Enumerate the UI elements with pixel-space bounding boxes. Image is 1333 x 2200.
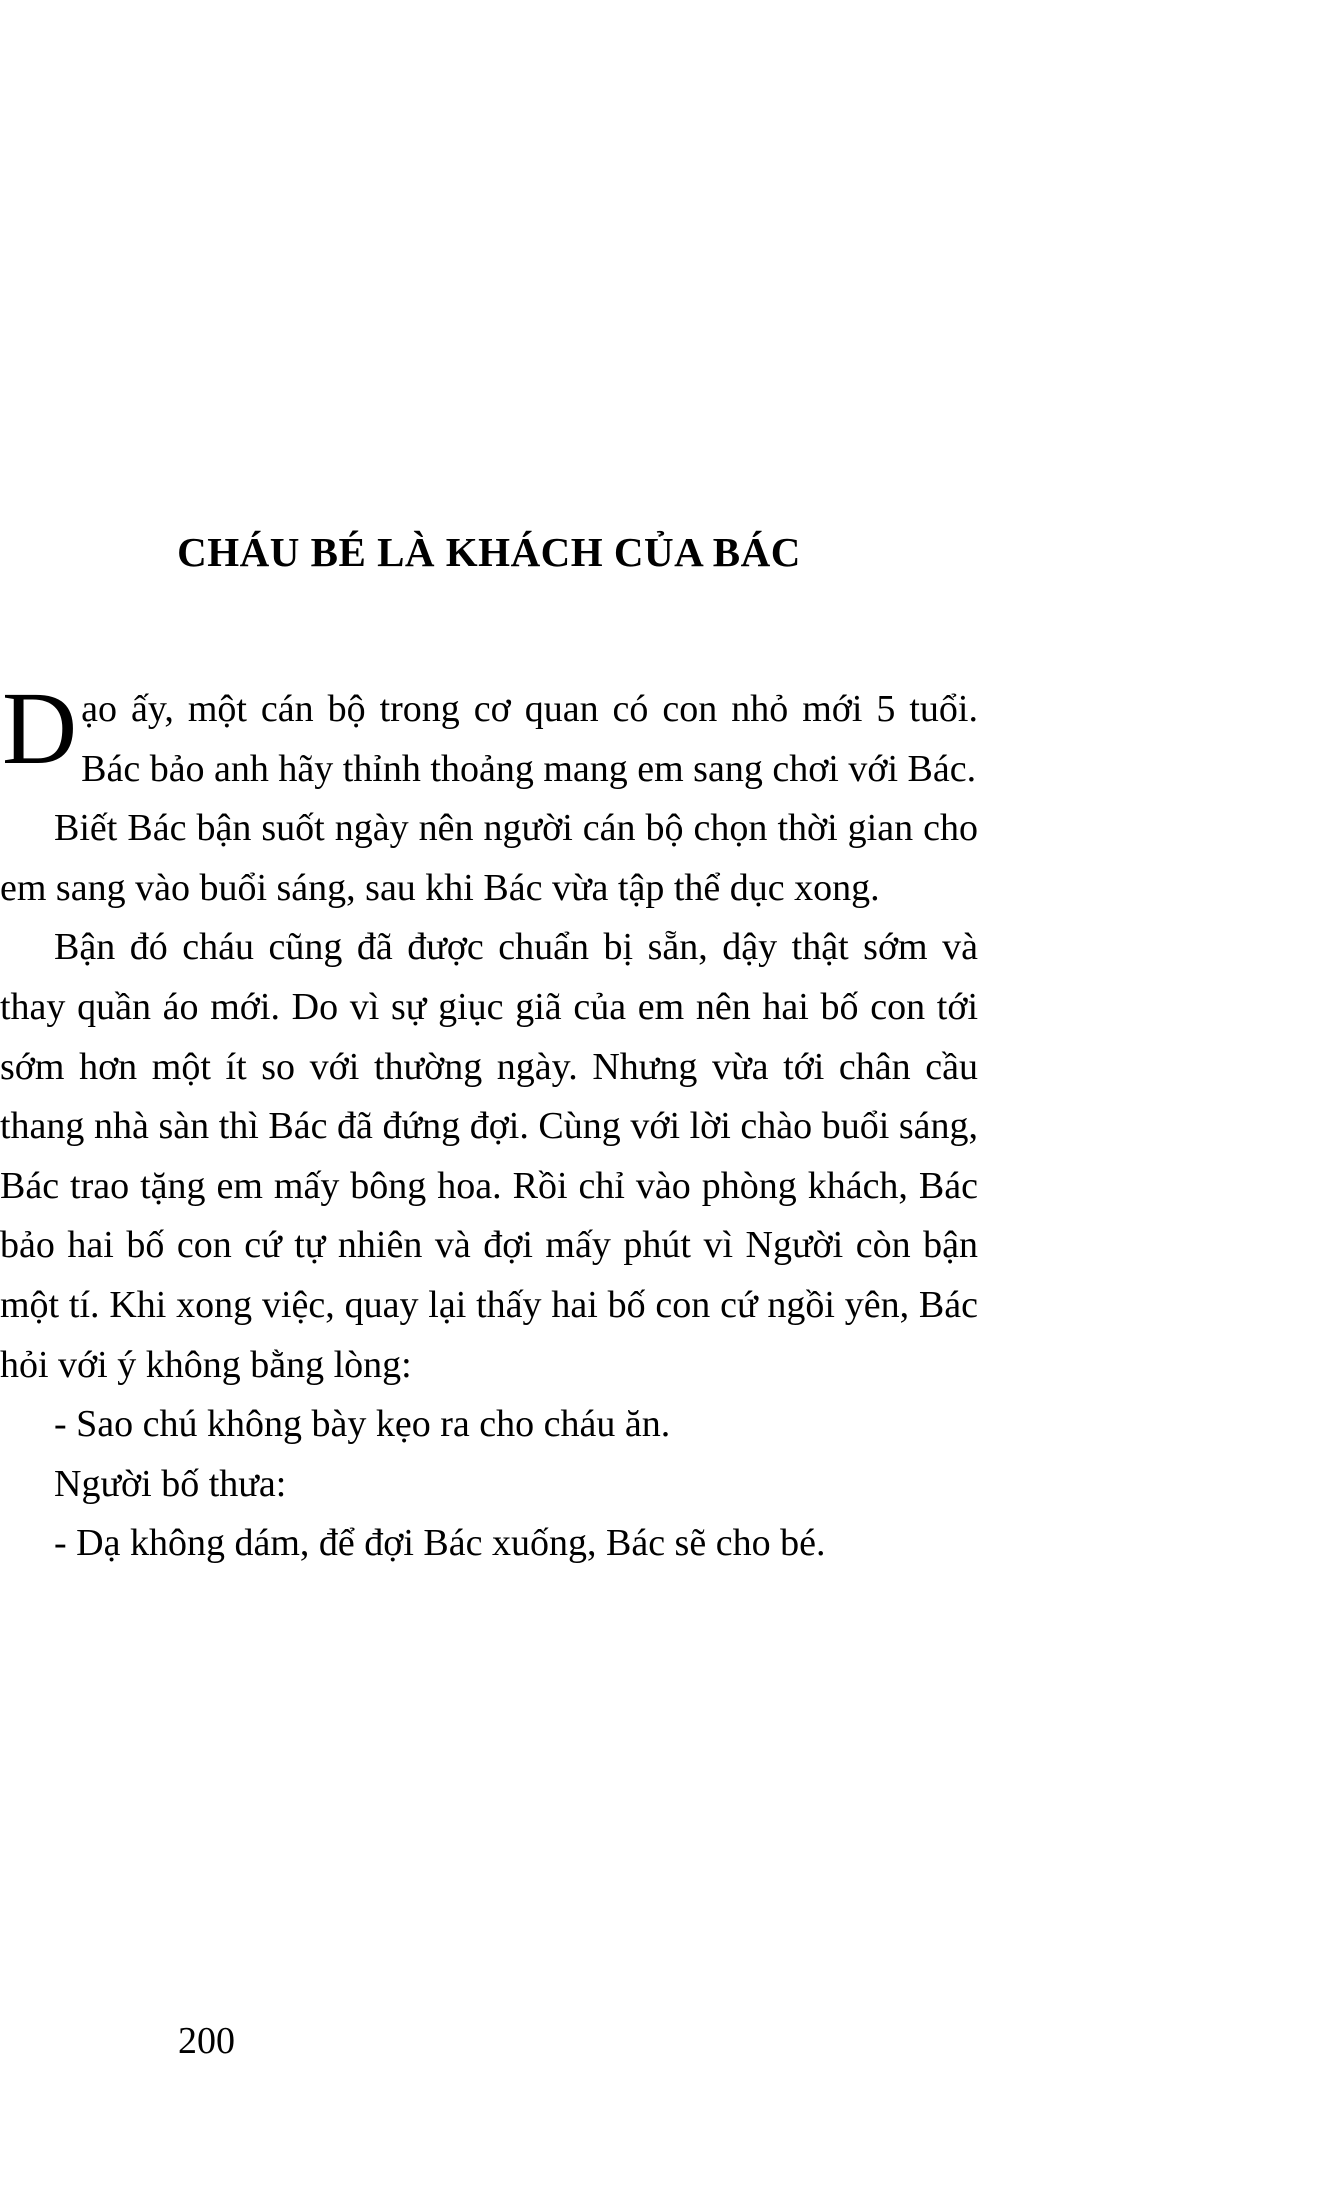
dialogue-line-2	[0, 1514, 978, 1574]
drop-cap-letter: D	[2, 671, 78, 786]
dialogue-line-1	[0, 1395, 978, 1455]
body-text-block	[0, 671, 978, 1574]
paragraph-4-text: Người bố thưa:	[54, 1462, 287, 1505]
page-title: CHÁU BÉ LÀ KHÁCH CỦA BÁC	[177, 529, 801, 575]
dialogue-line-1-text: - Sao chú không bày kẹo ra cho cháu ăn.	[54, 1403, 671, 1446]
paragraph-1-text: ạo ấy, một cán bộ trong cơ quan có con nhỏ mới 5 tuổi. Bác bảo anh hãy thỉnh thoảng mang em sang chơi với Bác.	[81, 688, 978, 790]
paragraph-1	[0, 671, 978, 799]
paragraph-4	[0, 1455, 978, 1515]
paragraph-3-text: Bận đó cháu cũng đã được chuẩn bị sẵn, dậy thật sớm và thay quần áo mới. Do vì sự giục giã của em nên hai bố con tới sớm hơn một ít so với thường ngày. Nhưng vừa tới chân cầu thang nhà sàn thì Bác đã đứng đợi. Cùng với lời chào buổi sáng, Bác trao tặng em mấy bông hoa. Rồi chỉ vào phòng khách, Bác bảo hai bố con cứ tự nhiên và đợi mấy phút vì Người còn bận một tí. Khi xong việc, quay lại thấy hai bố con cứ ngồi yên, Bác hỏi với ý không bằng lòng:	[0, 926, 978, 1386]
page-number: 200	[178, 2020, 235, 2062]
paragraph-2	[0, 799, 978, 918]
paragraph-2-text: Biết Bác bận suốt ngày nên người cán bộ chọn thời gian cho em sang vào buổi sáng, sau khi Bác vừa tập thể dục xong.	[0, 807, 978, 909]
paragraph-3	[0, 918, 978, 1395]
dialogue-line-2-text: - Dạ không dám, để đợi Bác xuống, Bác sẽ cho bé.	[54, 1522, 826, 1565]
